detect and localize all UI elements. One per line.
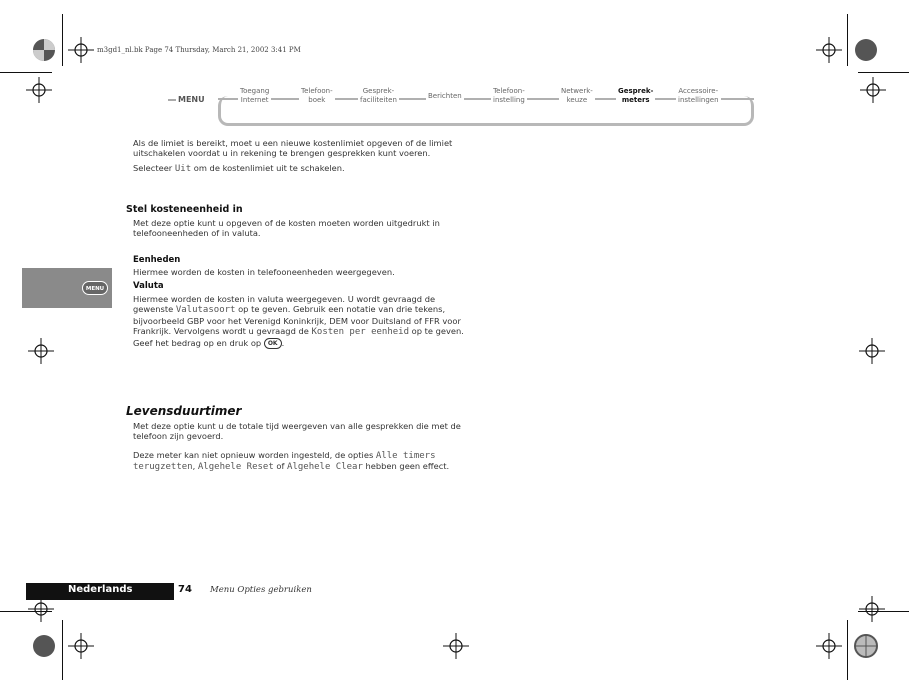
menu-item-netwerkkeuze: Netwerk- keuze xyxy=(561,87,593,104)
paragraph: Met deze optie kunt u opgeven of de kosten moeten worden uitgedrukt in telefooneenheden of in valuta. xyxy=(133,218,440,239)
trim-line xyxy=(0,611,52,612)
crosshair-icon xyxy=(816,633,842,659)
menu-navigation xyxy=(168,84,758,126)
paragraph: Hiermee worden de kosten in telefooneenheden weergegeven. xyxy=(133,267,395,277)
trim-line xyxy=(62,620,63,680)
menu-button-icon: MENU xyxy=(82,281,108,295)
trim-line xyxy=(858,611,909,612)
subheading: Eenheden xyxy=(133,255,181,265)
paragraph: Selecteer Uit om de kostenlimiet uit te schakelen. xyxy=(133,162,345,174)
ok-key-icon: OK xyxy=(264,338,282,349)
paragraph: Als de limiet is bereikt, moet u een nieuwe kostenlimiet opgeven of de limiet uitschakelen voordat u in rekening te brengen gesprekken kunt voeren. xyxy=(133,138,453,159)
page-number: 74 xyxy=(178,584,192,595)
body-text-top xyxy=(133,138,473,178)
trim-line xyxy=(0,72,52,73)
trim-line xyxy=(847,620,848,680)
crosshair-icon xyxy=(28,338,54,364)
footer-section-title: Menu Opties gebruiken xyxy=(210,585,312,595)
menu-item-gesprekmeters: Gesprek- meters xyxy=(618,87,654,104)
menu-item-telefoonboek: Telefoon- boek xyxy=(301,87,333,104)
registration-mark-icon xyxy=(853,633,879,659)
menu-item-telefooninstelling: Telefoon- instelling xyxy=(493,87,525,104)
crosshair-icon xyxy=(26,77,52,103)
section-heading: Stel kosteneenheid in xyxy=(126,204,243,215)
side-tab xyxy=(22,268,112,308)
crosshair-icon xyxy=(816,37,842,63)
footer-language: Nederlands xyxy=(68,584,133,595)
trim-line xyxy=(858,72,909,73)
trim-line xyxy=(62,14,63,66)
subheading: Valuta xyxy=(133,281,164,291)
trim-line xyxy=(847,14,848,66)
paragraph: Met deze optie kunt u de totale tijd weergeven van alle gesprekken die met de telefoon zijn gevoerd. xyxy=(133,421,461,442)
menu-item-toegang-internet: Toegang Internet xyxy=(240,87,270,104)
menu-label: MENU xyxy=(168,95,205,104)
crosshair-icon xyxy=(443,633,469,659)
print-header: m3gd1_nl.bk Page 74 Thursday, March 21, 2002 3:41 PM xyxy=(97,46,301,54)
menu-item-gesprekfaciliteiten: Gesprek- faciliteiten xyxy=(360,87,397,104)
menu-item-berichten: Berichten xyxy=(428,92,462,100)
section-heading: Levensduurtimer xyxy=(126,404,242,418)
crosshair-icon xyxy=(859,596,885,622)
menu-item-accessoire-instellingen: Accessoire- instellingen xyxy=(678,87,719,104)
registration-mark-icon xyxy=(31,37,57,63)
crosshair-icon xyxy=(68,37,94,63)
paragraph: Hiermee worden de kosten in valuta weergegeven. U wordt gevraagd de gewenste Valutasoort op te geven. Gebruik een notatie van drie tekens, bijvoorbeeld GBP voor het Verenigd Koninkrijk, DEM voor Duitsland of FFR voor Frankrijk. Vervolgens wordt u gevraagd de Kosten per eenheid op te geven. Geef het bedrag op en druk op OK . xyxy=(133,294,464,348)
registration-mark-icon xyxy=(853,37,879,63)
registration-mark-icon xyxy=(31,633,57,659)
crosshair-icon xyxy=(68,633,94,659)
paragraph: Deze meter kan niet opnieuw worden ingesteld, de opties Alle timers terugzetten, Algehele Reset of Algehele Clear hebben geen effect. xyxy=(133,450,450,473)
crosshair-icon xyxy=(859,338,885,364)
crosshair-icon xyxy=(860,77,886,103)
